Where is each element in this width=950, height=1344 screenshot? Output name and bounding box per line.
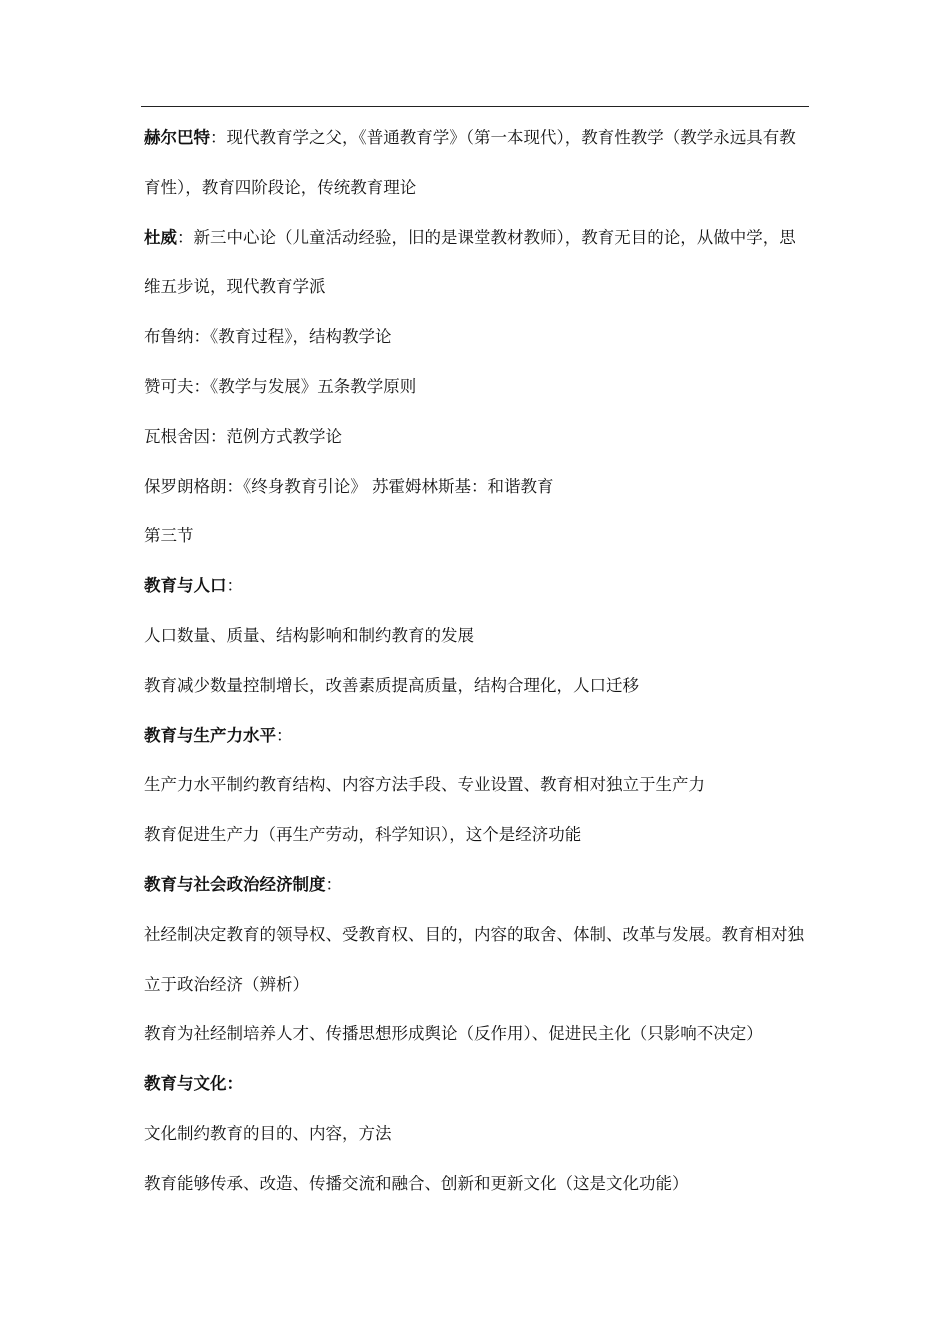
line-text: 育性），教育四阶段论，传统教育理论 — [144, 177, 417, 197]
text-line — [144, 1170, 812, 1220]
text-line — [144, 124, 812, 174]
line-text: 社经制决定教育的领导权、受教育权、目的，内容的取舍、体制、改革与发展。教育相对独 — [144, 924, 804, 944]
line-text: 保罗朗格朗：《终身教育引论》 苏霍姆林斯基：和谐教育 — [144, 476, 554, 496]
text-line — [144, 771, 812, 821]
line-text: 第三节 — [144, 526, 194, 546]
line-text: ：新三中心论（儿童活动经验，旧的是课堂教材教师），教育无目的论，从做中学，思 — [177, 227, 796, 247]
line-text: 人口数量、质量、结构影响和制约教育的发展 — [144, 625, 474, 645]
line-text: 教育促进生产力（再生产劳动，科学知识），这个是经济功能 — [144, 825, 582, 845]
line-text: 赞可夫：《教学与发展》五条教学原则 — [144, 376, 417, 396]
text-line — [144, 224, 812, 274]
line-text: 立于政治经济（辨析） — [144, 974, 309, 994]
document-body — [144, 124, 812, 1220]
text-line — [144, 921, 812, 971]
text-line — [144, 722, 812, 772]
line-text: ： — [226, 576, 243, 596]
text-line — [144, 1070, 812, 1120]
text-line — [144, 971, 812, 1021]
bold-term: 教育与人口 — [144, 576, 227, 596]
line-text: ： — [325, 874, 342, 894]
bold-term: 教育与生产力水平 — [144, 725, 276, 745]
line-text: 教育减少数量控制增长，改善素质提高质量，结构合理化，人口迁移 — [144, 675, 639, 695]
line-text: ：现代教育学之父，《普通教育学》（第一本现代），教育性教学（教学永远具有教 — [210, 128, 796, 147]
line-text: 教育为社经制培养人才、传播思想形成舆论（反作用）、促进民主化（只影响不决定） — [144, 1024, 763, 1044]
line-text: 教育能够传承、改造、传播交流和融合、创新和更新文化（这是文化功能） — [144, 1173, 689, 1193]
bold-term: 教育与社会政治经济制度 — [144, 874, 326, 894]
line-text: 瓦根舍因：范例方式教学论 — [144, 426, 342, 446]
text-line — [144, 1120, 812, 1170]
line-text: 维五步说，现代教育学派 — [144, 277, 326, 297]
text-line — [144, 572, 812, 622]
line-text: 生产力水平制约教育结构、内容方法手段、专业设置、教育相对独立于生产力 — [144, 775, 705, 795]
text-line — [144, 871, 812, 921]
text-line — [144, 821, 812, 871]
text-line — [144, 423, 812, 473]
text-line — [144, 1020, 812, 1070]
bold-term: 赫尔巴特 — [144, 128, 210, 147]
line-text: 文化制约教育的目的、内容，方法 — [144, 1123, 392, 1143]
text-line — [144, 473, 812, 523]
bold-term: 教育与文化： — [144, 1074, 243, 1094]
line-text: ： — [276, 725, 293, 745]
text-line — [144, 323, 812, 373]
text-line — [144, 273, 812, 323]
line-text: 布鲁纳：《教育过程》，结构教学论 — [144, 327, 392, 347]
text-line — [144, 174, 812, 224]
bold-term: 杜威 — [144, 227, 177, 247]
section-heading — [144, 522, 812, 572]
header-rule — [141, 106, 809, 107]
text-line — [144, 672, 812, 722]
text-line — [144, 373, 812, 423]
text-line — [144, 622, 812, 672]
